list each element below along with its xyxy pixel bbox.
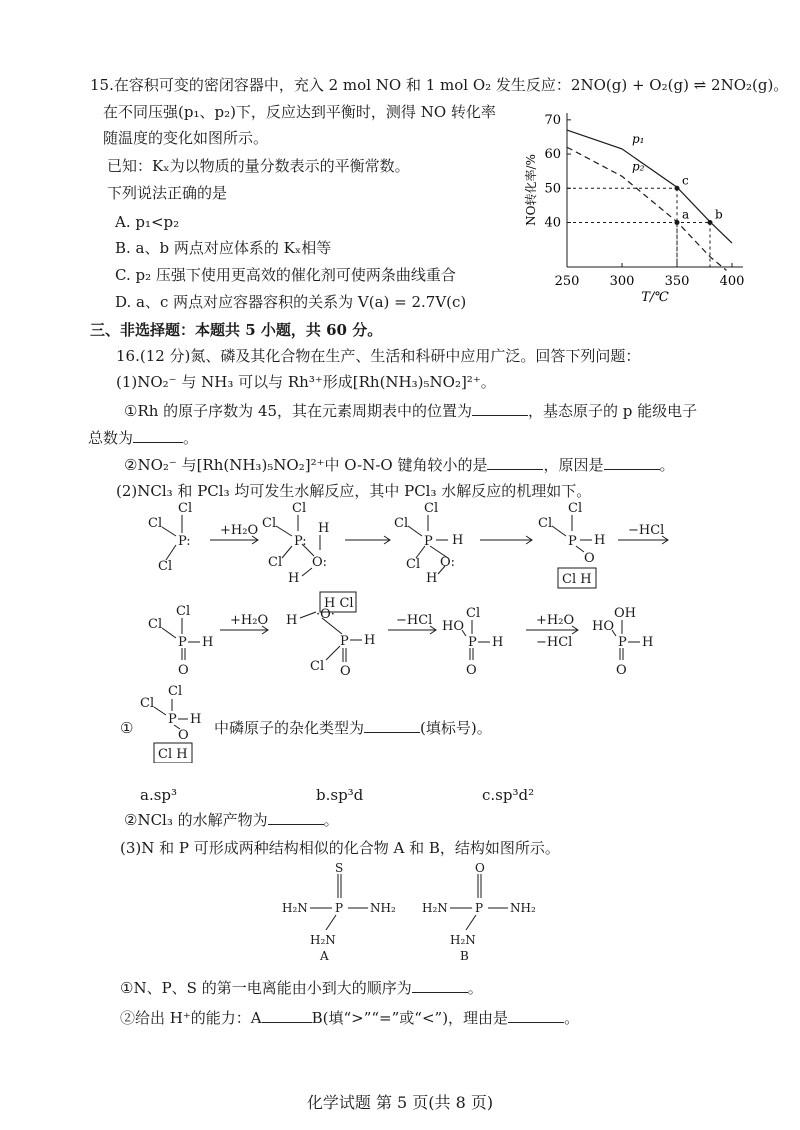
q16-3b xyxy=(120,1008,579,1028)
q16-part2: (2)NCl₃ 和 PCl₃ 均可发生水解反应，其中 PCl₃ 水解反应的机理如下。 xyxy=(116,482,592,500)
q16-1a xyxy=(124,401,697,421)
arrow-label-h2o: +H₂O xyxy=(230,613,269,628)
svg-text:H: H xyxy=(492,635,504,650)
q15-option-a: A. p₁<p₂ xyxy=(115,213,180,231)
q16-3a xyxy=(120,978,483,998)
q15-option-c: C. p₂ 压强下使用更高效的催化剂可使两条曲线重合 xyxy=(115,266,456,284)
svg-text:P: P xyxy=(568,534,577,549)
svg-text:Cl: Cl xyxy=(176,604,191,619)
answer-blank[interactable] xyxy=(268,810,324,825)
x-tick-label: 300 xyxy=(609,274,635,289)
q16-part3: (3)N 和 P 可形成两种结构相似的化合物 A 和 B，结构如图所示。 xyxy=(120,839,560,857)
y-tick-label: 50 xyxy=(544,181,561,197)
svg-text:·O·: ·O· xyxy=(316,607,335,622)
svg-text:Cl: Cl xyxy=(268,555,283,570)
arrow-label-hcl: −HCl xyxy=(396,613,433,628)
q16-1a-2 xyxy=(88,428,198,448)
q15-option-d: D. a、c 两点对应容器容积的关系为 V(a) = 2.7V(c) xyxy=(115,293,467,311)
svg-text:H: H xyxy=(426,571,438,586)
svg-text:P:: P: xyxy=(178,534,191,549)
label-b: B xyxy=(460,949,469,963)
q16-3a-text: ①N、P、S 的第一电离能由小到大的顺序为 xyxy=(120,979,412,997)
svg-text:Cl: Cl xyxy=(538,516,553,531)
point-label-c: c xyxy=(682,173,689,188)
q16-2b-text: ②NCl₃ 的水解产物为 xyxy=(124,811,268,829)
svg-text:H: H xyxy=(452,533,464,548)
q16-2a xyxy=(214,718,492,738)
svg-text:H: H xyxy=(288,571,300,586)
q15-line2: 在不同压强(p₁、p₂)下，反应达到平衡时，测得 NO 转化率 xyxy=(103,103,496,121)
svg-text:P: P xyxy=(475,901,484,915)
y-tick-label: 70 xyxy=(544,112,561,128)
label-a: A xyxy=(320,949,329,963)
answer-blank[interactable] xyxy=(133,428,183,443)
svg-text:H: H xyxy=(190,712,202,727)
svg-text:Cl: Cl xyxy=(178,501,193,516)
svg-text:H Cl: H Cl xyxy=(324,596,354,611)
svg-text:H: H xyxy=(318,521,330,536)
y-axis-label: NO转化率/% xyxy=(524,154,538,226)
q16-2b-end: 。 xyxy=(323,811,339,829)
svg-text:O: O xyxy=(466,663,477,678)
svg-text:O: O xyxy=(178,728,189,743)
svg-text:H: H xyxy=(202,635,214,650)
svg-text:Cl: Cl xyxy=(310,659,325,674)
svg-text:NH₂: NH₂ xyxy=(510,901,536,915)
point-label-a: a xyxy=(682,207,690,222)
arrow-label-h2o: +H₂O xyxy=(220,523,259,538)
q16-1b-text: ②NO₂⁻ 与[Rh(NH₃)₅NO₂]²⁺中 O-N-O 键角较小的是 xyxy=(124,456,488,474)
svg-text:O: O xyxy=(340,664,351,679)
answer-blank[interactable] xyxy=(412,978,468,993)
svg-text:O: O xyxy=(584,551,595,566)
svg-text:Cl: Cl xyxy=(466,606,481,621)
x-tick-label: 400 xyxy=(719,274,745,289)
point-label-b: b xyxy=(715,207,723,222)
svg-text:H: H xyxy=(286,613,298,628)
svg-text:H₂N: H₂N xyxy=(310,933,336,947)
answer-blank[interactable] xyxy=(262,1008,312,1023)
svg-text:Cl: Cl xyxy=(168,684,183,699)
q16-2a-tail: (填标号)。 xyxy=(420,719,492,737)
answer-blank[interactable] xyxy=(508,1008,564,1023)
svg-text:O: O xyxy=(616,663,627,678)
svg-text:Cl: Cl xyxy=(148,617,163,632)
answer-blank[interactable] xyxy=(364,718,420,733)
svg-text:Cl: Cl xyxy=(292,501,307,516)
svg-text:Cl: Cl xyxy=(262,516,277,531)
y-tick-label: 40 xyxy=(544,215,561,231)
svg-text:P: P xyxy=(424,534,433,549)
q16-1b-end: 。 xyxy=(659,456,675,474)
svg-text:P: P xyxy=(340,634,349,649)
svg-text:Cl: Cl xyxy=(394,516,409,531)
y-tick-label: 60 xyxy=(544,147,561,163)
q15-line1: 15.在容积可变的密闭容器中，充入 2 mol NO 和 1 mol O₂ 发生反应：2NO(g) + O₂(g) ⇌ 2NO₂(g)。 xyxy=(90,76,789,94)
svg-text:Cl: Cl xyxy=(424,501,439,516)
svg-text:Cl: Cl xyxy=(148,516,163,531)
svg-text:O: O xyxy=(475,861,485,875)
svg-text:Cl: Cl xyxy=(568,501,583,516)
svg-text:Cl H: Cl H xyxy=(158,747,188,762)
svg-text:Cl: Cl xyxy=(140,696,155,711)
svg-text:Cl: Cl xyxy=(158,559,173,574)
q16-1a-tail: ，基态原子的 p 能级电子 xyxy=(528,402,698,420)
series-p1 xyxy=(567,130,732,243)
intermediate-structure xyxy=(140,683,210,763)
svg-text:H: H xyxy=(364,633,376,648)
option-c: c.sp³d² xyxy=(482,786,535,804)
arrow-label-hcl: −HCl xyxy=(628,523,665,538)
svg-text:O:: O: xyxy=(440,555,456,570)
answer-blank[interactable] xyxy=(472,401,528,416)
q15-line4: 已知：Kₓ为以物质的量分数表示的平衡常数。 xyxy=(107,157,410,175)
q16-2a-circle: ① xyxy=(120,719,134,737)
arrow-label-h2o: +H₂O xyxy=(536,613,575,628)
q16-1a-text: ①Rh 的原子序数为 45，其在元素周期表中的位置为 xyxy=(124,402,473,420)
compounds-a-b xyxy=(280,860,560,970)
svg-text:NH₂: NH₂ xyxy=(370,901,396,915)
q16-3b-pre: ②给出 H⁺的能力：A xyxy=(120,1009,262,1027)
svg-text:H₂N: H₂N xyxy=(422,901,448,915)
svg-text:HO: HO xyxy=(592,619,614,634)
q16-2a-text: 中磷原子的杂化类型为 xyxy=(214,719,365,737)
q16-1b-mid: ，原因是 xyxy=(543,456,604,474)
svg-text:P: P xyxy=(618,635,627,650)
q16-3b-mid: B(填“>”“=”或“<”)，理由是 xyxy=(311,1009,509,1027)
pcl3-hydrolysis-mechanism xyxy=(140,500,700,680)
option-b: b.sp³d xyxy=(316,786,364,804)
svg-text:P:: P: xyxy=(294,534,307,549)
x-tick-label: 350 xyxy=(664,274,690,289)
svg-text:P: P xyxy=(335,901,344,915)
svg-text:OH: OH xyxy=(614,606,636,621)
svg-text:P: P xyxy=(168,712,177,727)
q16-1b xyxy=(124,455,675,475)
svg-text:H: H xyxy=(642,635,654,650)
svg-text:O: O xyxy=(178,663,189,678)
series-label-p2: p₂ xyxy=(632,159,645,174)
q16-1a2-text: 总数为 xyxy=(88,429,134,447)
svg-text:Cl H: Cl H xyxy=(562,572,592,587)
svg-text:H₂N: H₂N xyxy=(282,901,308,915)
point-b xyxy=(708,220,713,225)
q16-part1: (1)NO₂⁻ 与 NH₃ 可以与 Rh³⁺形成[Rh(NH₃)₅NO₂]²⁺。 xyxy=(116,373,496,391)
svg-text:HO: HO xyxy=(442,619,464,634)
q15-option-b: B. a、b 两点对应体系的 Kₓ相等 xyxy=(115,239,332,257)
q16-3a-end: 。 xyxy=(467,979,483,997)
answer-blank[interactable] xyxy=(487,455,543,470)
q16-3b-end: 。 xyxy=(564,1009,580,1027)
svg-text:H₂N: H₂N xyxy=(450,933,476,947)
svg-text:P: P xyxy=(468,635,477,650)
no-conversion-chart xyxy=(515,105,760,305)
svg-text:H: H xyxy=(594,533,606,548)
svg-text:O:: O: xyxy=(312,555,328,570)
q15-line3: 随温度的变化如图所示。 xyxy=(103,129,269,147)
svg-text:S: S xyxy=(335,861,344,875)
answer-blank[interactable] xyxy=(604,455,660,470)
q16-intro: 16.(12 分)氮、磷及其化合物在生产、生活和科研中应用广泛。回答下列问题： xyxy=(116,347,641,365)
section3-heading: 三、非选择题：本题共 5 小题，共 60 分。 xyxy=(90,321,383,339)
q16-1a2-end: 。 xyxy=(183,429,199,447)
point-c xyxy=(675,186,680,191)
x-tick-label: 250 xyxy=(554,274,580,289)
arrow-label-hcl: −HCl xyxy=(536,635,573,650)
series-label-p1: p₁ xyxy=(632,131,645,146)
svg-text:P: P xyxy=(178,635,187,650)
q16-2b xyxy=(124,810,339,830)
x-axis-label: T/℃ xyxy=(641,290,669,305)
page-footer: 化学试题 第 5 页(共 8 页) xyxy=(306,1093,494,1112)
point-a xyxy=(675,220,680,225)
svg-text:Cl: Cl xyxy=(406,557,421,572)
q15-line5: 下列说法正确的是 xyxy=(107,184,228,202)
option-a: a.sp³ xyxy=(140,786,178,804)
